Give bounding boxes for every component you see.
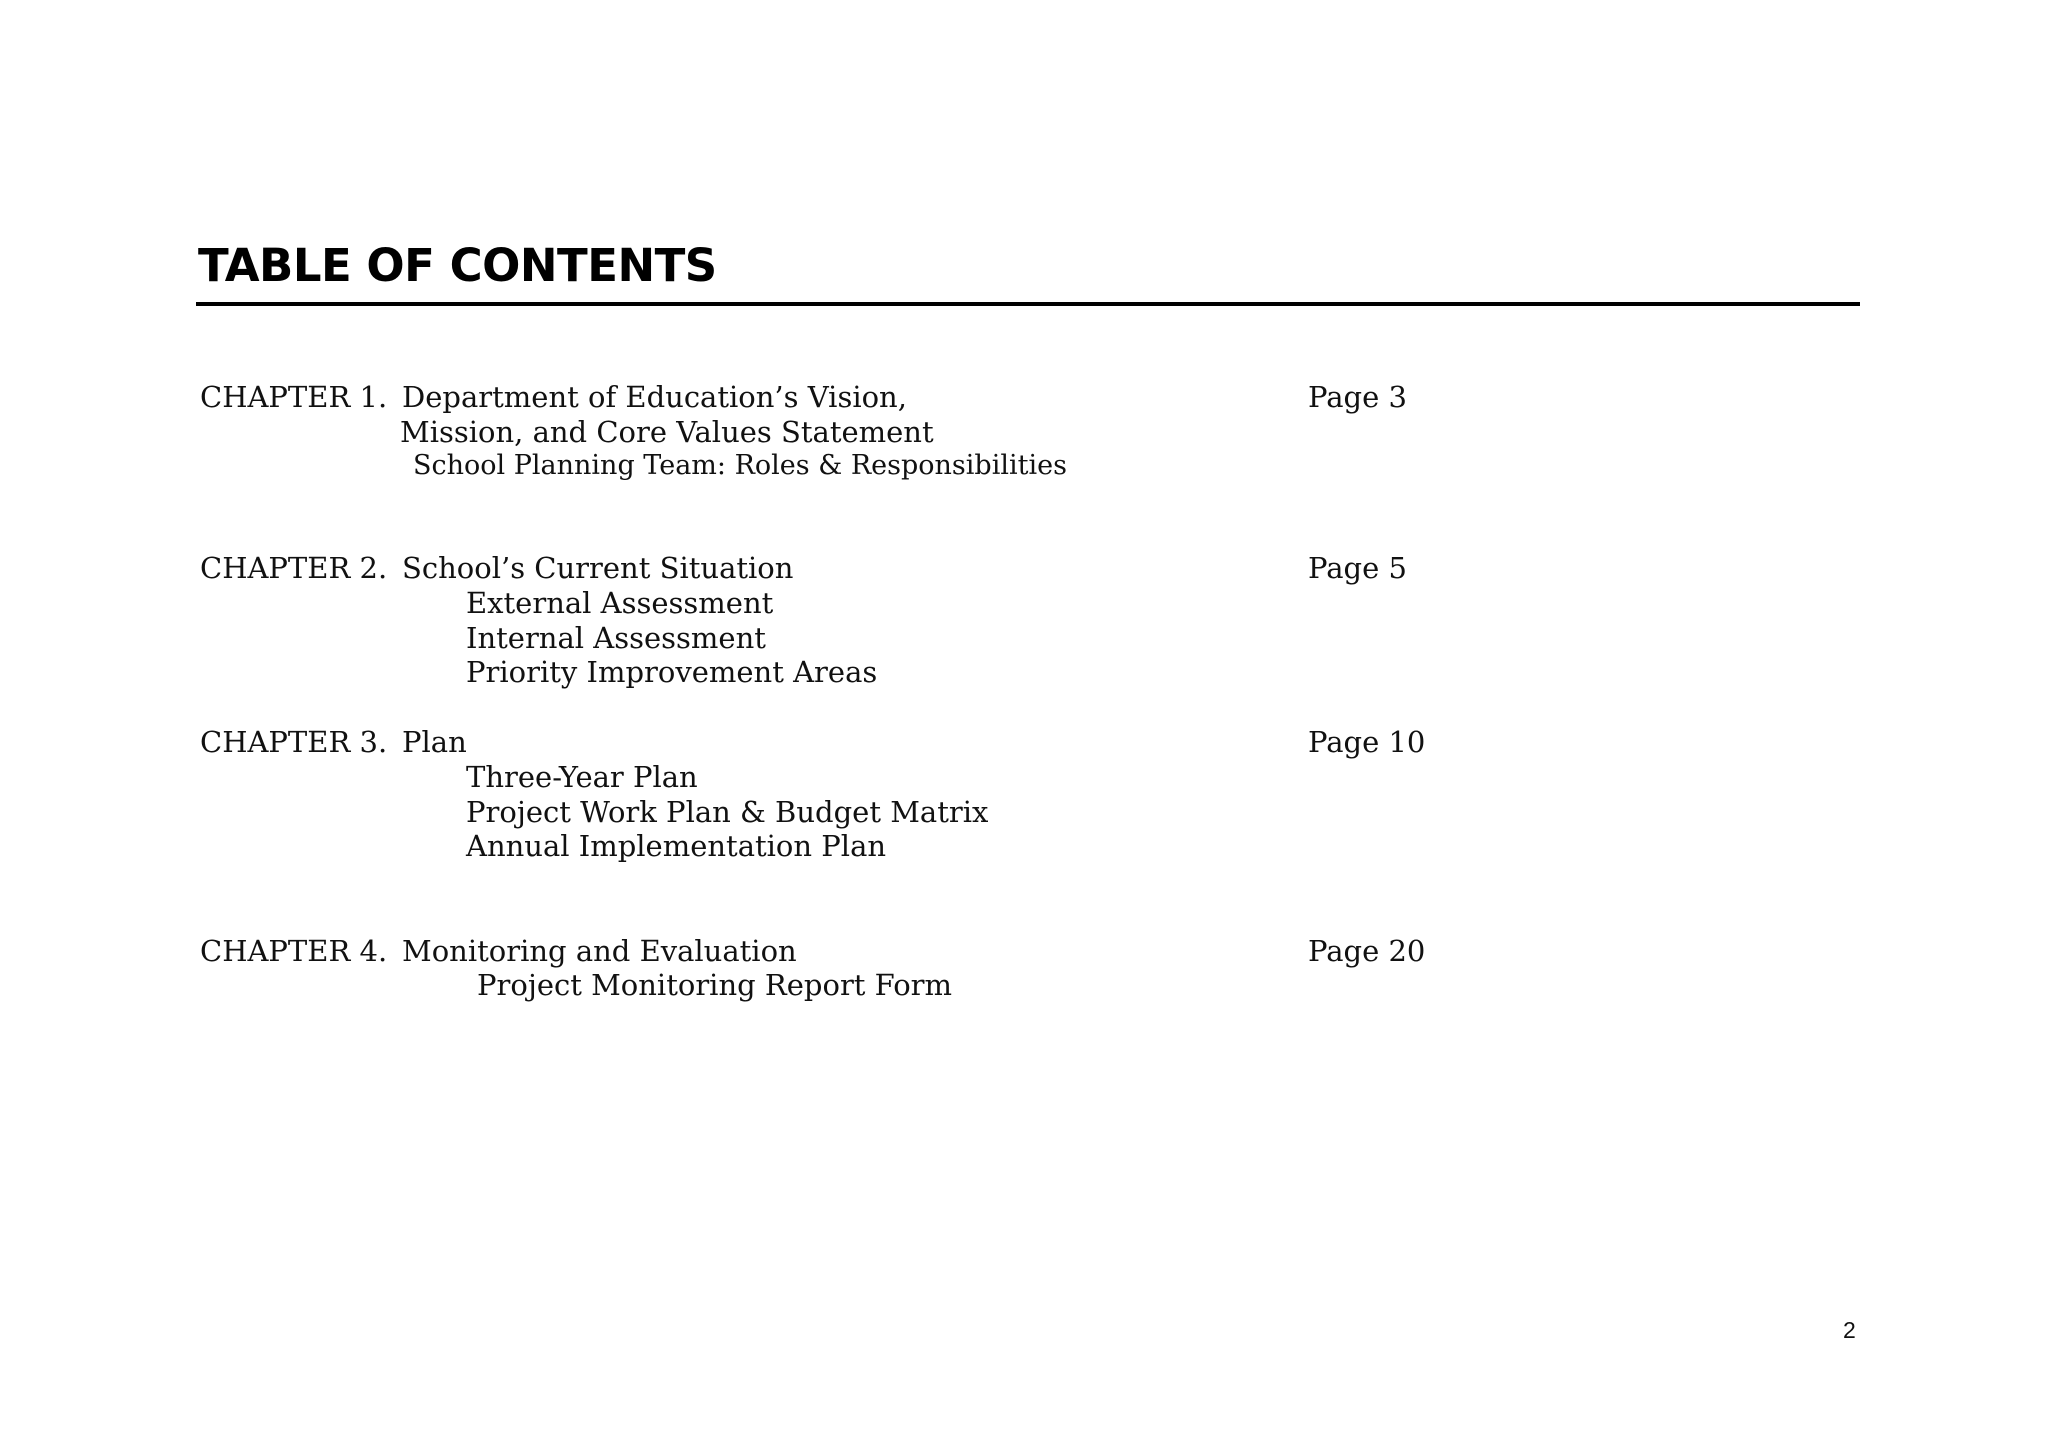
page-title: TABLE OF CONTENTS [198, 239, 717, 292]
chapter-3-page: Page 10 [1308, 725, 1426, 759]
chapter-4-heading: Monitoring and Evaluation [402, 934, 797, 968]
title-underline [196, 302, 1860, 306]
chapter-3-heading: Plan [402, 725, 467, 759]
chapter-1-heading: Department of Education’s Vision, [402, 380, 907, 414]
chapter-4-page: Page 20 [1308, 934, 1426, 968]
chapter-3-label: CHAPTER 3. [200, 725, 388, 759]
chapter-2-heading: School’s Current Situation [402, 551, 794, 585]
chapter-1-subitem: School Planning Team: Roles & Responsibilities [413, 450, 1067, 481]
chapter-2-label: CHAPTER 2. [200, 551, 388, 585]
chapter-1-page: Page 3 [1308, 380, 1407, 414]
chapter-2-page: Page 5 [1308, 551, 1407, 585]
chapter-1-label: CHAPTER 1. [200, 380, 388, 414]
chapter-3-subitem: Annual Implementation Plan [466, 829, 887, 863]
chapter-3-subitem: Three-Year Plan [466, 760, 698, 794]
chapter-3-subitem: Project Work Plan & Budget Matrix [466, 795, 989, 829]
chapter-4-label: CHAPTER 4. [200, 934, 388, 968]
page-number: 2 [1843, 1317, 1856, 1343]
chapter-2-subitem: Internal Assessment [466, 621, 766, 655]
chapter-1-heading-continued: Mission, and Core Values Statement [400, 415, 934, 449]
chapter-2-subitem: External Assessment [466, 586, 774, 620]
chapter-4-subitem: Project Monitoring Report Form [477, 968, 953, 1002]
chapter-2-subitem: Priority Improvement Areas [466, 655, 878, 689]
